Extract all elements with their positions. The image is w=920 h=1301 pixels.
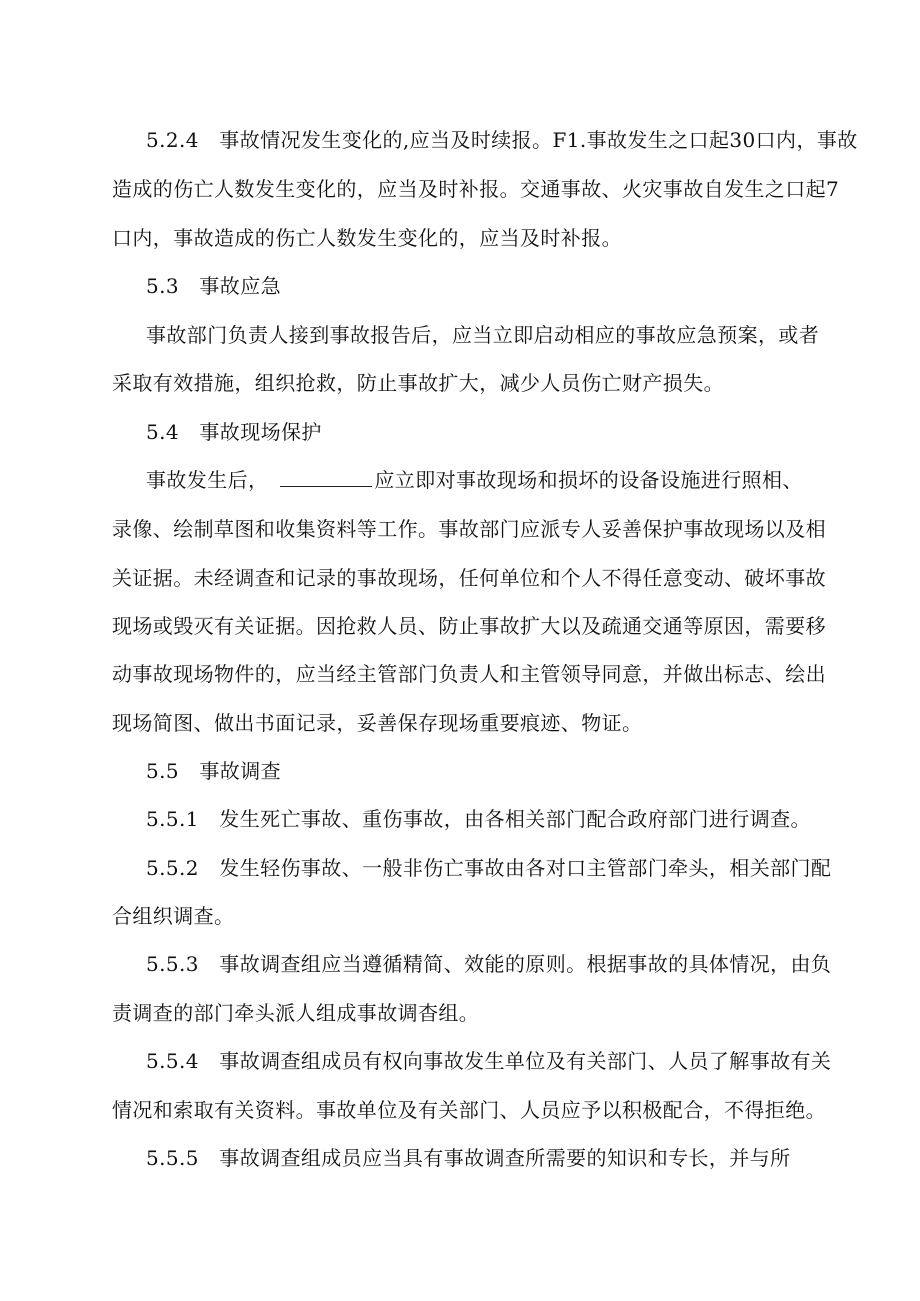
heading-5-3: 5.3 事故应急 xyxy=(146,274,282,298)
para-555-line-1: 5.5.5 事故调查组成员应当具有事故调查所需要的知识和专长，并与所 xyxy=(146,1146,791,1170)
para-524-line-2: 造成的伤亡人数发生变化的，应当及时补报。交通事故、火灾事故自发生之口起7 xyxy=(112,177,840,201)
para-551: 5.5.1 发生死亡事故、重伤事故，由各相关部门配合政府部门进行调查。 xyxy=(146,807,811,831)
fill-in-blank xyxy=(280,468,372,487)
para-553-line-1: 5.5.3 事故调查组应当遵循精简、效能的原则。根据事故的具体情况，由负 xyxy=(146,952,832,976)
para-524-line-1: 5.2.4 事故情况发生变化的,应当及时续报。F1.事故发生之口起30口内，事故 xyxy=(146,128,858,152)
para-552-line-2: 合组织调查。 xyxy=(112,904,235,928)
heading-5-4: 5.4 事故现场保护 xyxy=(146,420,322,444)
heading-5-5: 5.5 事故调查 xyxy=(146,759,282,783)
para-54-line-1 xyxy=(146,466,803,494)
para-53-line-1: 事故部门负责人接到事故报告后，应当立即启动相应的事故应急预案，或者 xyxy=(146,323,820,347)
para-54-line-4: 现场或毁灭有关证据。因抢救人员、防止事故扩大以及疏通交通等原因，需要移 xyxy=(112,614,826,638)
para-54-line-6: 现场简图、做出书面记录，妥善保存现场重要痕迹、物证。 xyxy=(112,711,643,735)
para-54-line-5: 动事故现场物件的，应当经主管部门负责人和主管领导同意，并做出标志、绘出 xyxy=(112,662,826,686)
para-554-line-2: 情况和索取有关资料。事故单位及有关部门、人员应予以积极配合，不得拒绝。 xyxy=(112,1098,826,1122)
para-54-line-1-before: 事故发生后， xyxy=(146,468,269,492)
para-554-line-1: 5.5.4 事故调查组成员有权向事故发生单位及有关部门、人员了解事故有关 xyxy=(146,1049,832,1073)
para-553-line-2: 责调查的部门牵头派人组成事故调杳组。 xyxy=(112,1001,480,1025)
para-54-line-1-after: 应立即对事故现场和损坏的设备设施进行照相、 xyxy=(374,468,803,492)
para-552-line-1: 5.5.2 发生轻伤事故、一般非伤亡事故由各对口主管部门牵头，相关部门配 xyxy=(146,856,832,880)
para-54-line-3: 关证据。未经调查和记录的事故现场，任何单位和个人不得任意变动、破坏事故 xyxy=(112,566,826,590)
para-54-line-2: 录像、绘制草图和收集资料等工作。事故部门应派专人妥善保护事故现场以及相 xyxy=(112,517,826,541)
para-53-line-2: 采取有效措施，组织抢救，防止事故扩大，减少人员伤亡财产损失。 xyxy=(112,371,724,395)
para-524-line-3: 口内，事故造成的伤亡人数发生变化的，应当及时补报。 xyxy=(112,226,622,250)
